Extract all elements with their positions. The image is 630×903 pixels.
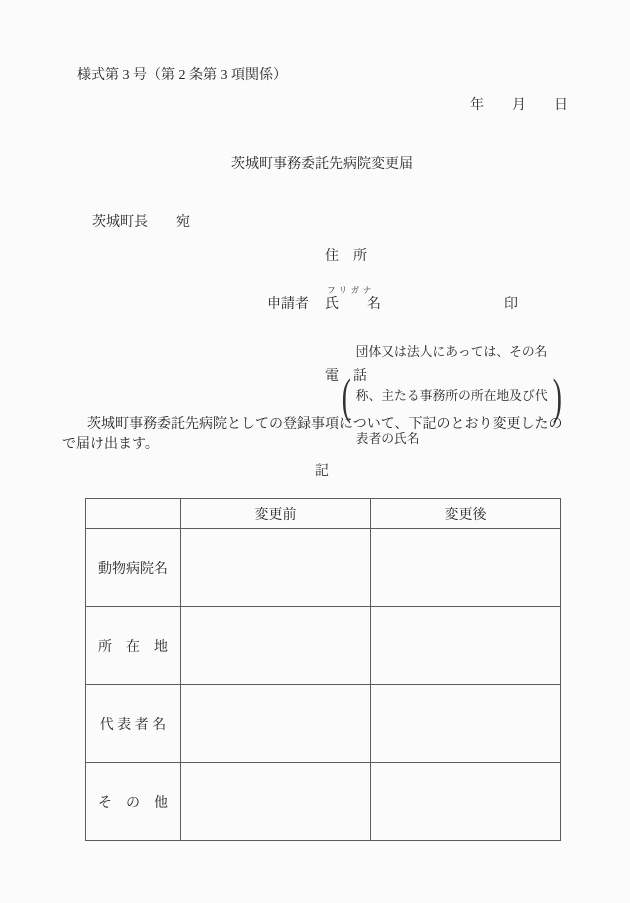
table-row-other bbox=[86, 763, 561, 841]
record-mark: 記 bbox=[315, 464, 329, 479]
form-number: 様式第 3 号（第 2 条第 3 項関係） bbox=[77, 68, 287, 83]
table-row-representative bbox=[86, 685, 561, 763]
other-after-cell bbox=[371, 763, 561, 841]
representative-after-cell bbox=[371, 685, 561, 763]
seal-label: 印 bbox=[504, 297, 518, 312]
representative-before-cell bbox=[181, 685, 371, 763]
address-after-cell bbox=[371, 607, 561, 685]
change-table bbox=[85, 498, 561, 841]
hospital-name-before-cell bbox=[181, 529, 371, 607]
note-open-paren: ( bbox=[341, 367, 351, 424]
table-row-address bbox=[86, 607, 561, 685]
hospital-name-after-cell bbox=[371, 529, 561, 607]
row-label-hospital-name: 動物病院名 bbox=[86, 529, 181, 607]
row-label-representative: 代 表 者 名 bbox=[86, 685, 181, 763]
document-title: 茨城町事務委託先病院変更届 bbox=[231, 157, 413, 172]
table-header-row bbox=[86, 499, 561, 529]
body-line-2: で届け出ます。 bbox=[62, 437, 159, 452]
body-line-1: 茨城町事務委託先病院としての登録事項について、下記のとおり変更したの bbox=[87, 417, 563, 432]
header-before-cell: 変更前 bbox=[181, 499, 371, 529]
note-line-2: 称、主たる事務所の所在地及び代 bbox=[355, 388, 548, 403]
row-label-address: 所 在 地 bbox=[86, 607, 181, 685]
note-line-1: 団体又は法人にあっては、その名 bbox=[355, 345, 548, 359]
addressee-line: 茨城町長 宛 bbox=[92, 215, 190, 230]
table-row-hospital-name bbox=[86, 529, 561, 607]
phone-label: 電 話 bbox=[325, 369, 367, 384]
note-close-paren: ) bbox=[552, 367, 562, 424]
date-line: 年 月 日 bbox=[470, 98, 568, 113]
address-label: 住 所 bbox=[325, 249, 367, 264]
furigana-label: フリガナ bbox=[327, 285, 375, 295]
address-before-cell bbox=[181, 607, 371, 685]
header-after-cell: 変更後 bbox=[371, 499, 561, 529]
header-empty-cell bbox=[86, 499, 181, 529]
body-paragraph bbox=[62, 415, 582, 455]
name-label: 氏 名 bbox=[325, 297, 381, 312]
other-before-cell bbox=[181, 763, 371, 841]
note-line-3: 表者の氏名 bbox=[355, 432, 420, 446]
applicant-label: 申請者 bbox=[267, 297, 309, 312]
row-label-other: そ の 他 bbox=[86, 763, 181, 841]
